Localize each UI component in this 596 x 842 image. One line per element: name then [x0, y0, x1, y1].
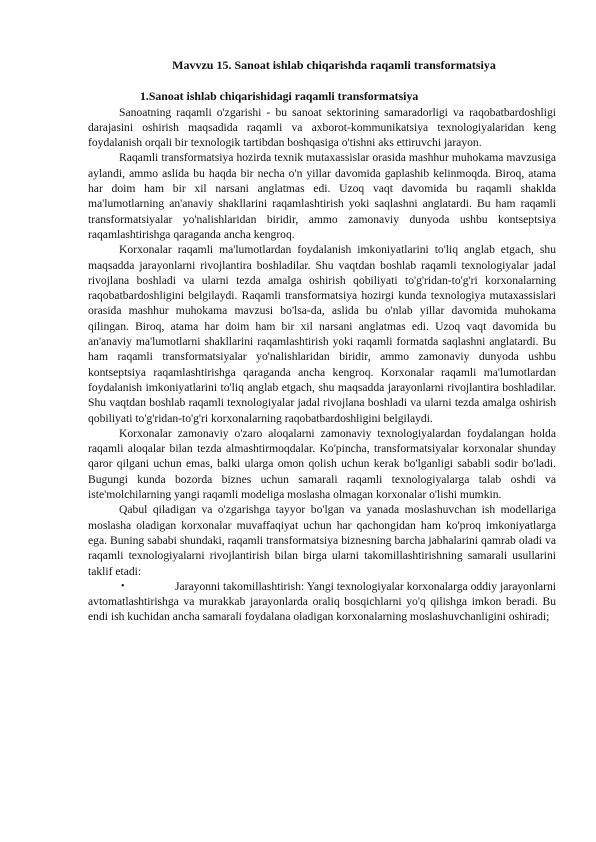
paragraph: Korxonalar raqamli ma'lumotlardan foydalanish imkoniyatlarini to'liq anglab etgach, shu maqsadda jarayonlarni rivojlantira boshladilar. Shu vaqtdan boshlab raqamli texnologiyalar jadal rivojlana boshladi va ularni tezda amalga oshirish qobiliyati to'g'ridan-to'g'ri korxonalarning raqobatbardoshligini belgilaydi. Raqamli transformatsiya hozirgi kunda texnologiya mutaxassislari orasida mashhur muhokama mavzusi bo'lsa-da, aslida bu o'nlab yillar davomida muhokama qilingan. Biroq, atama har doim ham bir xil narsani anglatmas edi. Uzoq vaqt davomida bu an'anaviy ma'lumotlarni shakllarini raqamlashtirish yoki raqamli formatda saqlashni anglatardi. Bu ham raqamli transformatsiyalar yo'nalishlaridan biridir, ammo zamonaviy dunyoda ushbu kontseptsiya raqamlashtirishga qaraganda ancha kengroq. Korxonalar raqamli ma'lumotlardan foydalanish imkoniyatlarini to'liq anglab etgach, shu maqsadda jarayonlarni rivojlantira boshladilar. Shu vaqtdan boshlab raqamli texnologiyalar jadal rivojlana boshladi va ularni tezda amalga oshirish qobiliyati to'g'ridan-to'g'ri korxonalarning raqobatbardoshligini belgilaydi. — [88, 243, 556, 425]
section-heading: 1.Sanoat ishlab chiqarishidagi raqamli transformatsiya — [140, 89, 419, 104]
paragraph: Korxonalar zamonaviy o'zaro aloqalarni zamonaviy texnologiyalardan foydalangan holda raqamli aloqalar bilan tezda almashtirmoqdalar. Ko'pincha, transformatsiyalar korxonalar shunday qaror qilgani uchun emas, balki ularga omon qolish uchun kerak bo'lganligi sababli sodir bo'ladi. Bugungi kunda bozorda biznes uchun samarali raqamli texnologiyalarga talab oshdi va iste'molchilarning yangi raqamli modeliga moslasha olmagan korxonalar o'lishi mumkin. — [88, 426, 556, 502]
document-page — [88, 58, 556, 625]
paragraph: Sanoatning raqamli o'zgarishi - bu sanoat sektorining samaradorligi va raqobatbardoshligi darajasini oshirish maqsadida raqamli va axborot-kommunikatsiya texnologiyalaridan keng foydalanish orqali bir texnologik tartibdan boshqasiga o'tishni aks ettiruvchi jarayon. — [88, 105, 556, 150]
list-item-text: Jarayonni takomillashtirish: Yangi texnologiyalar korxonalarga oddiy jarayonlarni avtomatlashtirishga va murakkab jarayonlarda oraliq bosqichlarni yo'q qilishga imkon beradi. Bu endi ish kuchidan ancha samarali foydalana oladigan korxonalarning moslashuvchanligini oshiradi; — [88, 579, 556, 624]
paragraph: Qabul qiladigan va o'zgarishga tayyor bo'lgan va yanada moslashuvchan ish modellariga moslasha oladigan korxonalar muvaffaqiyat uchun har qachongidan ham ko'proq imkoniyatlarga ega. Buning sababi shundaki, raqamli transformatsiya biznesning barcha jabhalarini qamrab oladi va raqamli texnologiyalarni rivojlantirish bilan birga ularni takomillashtirishning samarali usullarini taklif etadi: — [88, 503, 556, 578]
list-item — [88, 579, 556, 625]
paragraph: Raqamli transformatsiya hozirda texnik mutaxassislar orasida mashhur muhokama mavzusiga aylandi, ammo aslida bu haqda bir necha o'n yillar davomida gaplashib kelinmoqda. Biroq, atama har doim ham bir xil narsani anglatmas edi. Uzoq vaqt davomida bu raqamli shaklda ma'lumotlarning an'anaviy shakllarini raqamlashtirish yoki saqlashni anglatardi. Bu ham raqamli transformatsiyalar yo'nalishlaridan biridir, ammo zamonaviy dunyoda ushbu kontseptsiya raqamlashtirishga qaraganda ancha kengroq. — [88, 151, 556, 241]
bullet-icon: • — [121, 580, 125, 592]
page-title: Mavvzu 15. Sanoat ishlab chiqarishda raqamli transformatsiya — [172, 58, 496, 72]
